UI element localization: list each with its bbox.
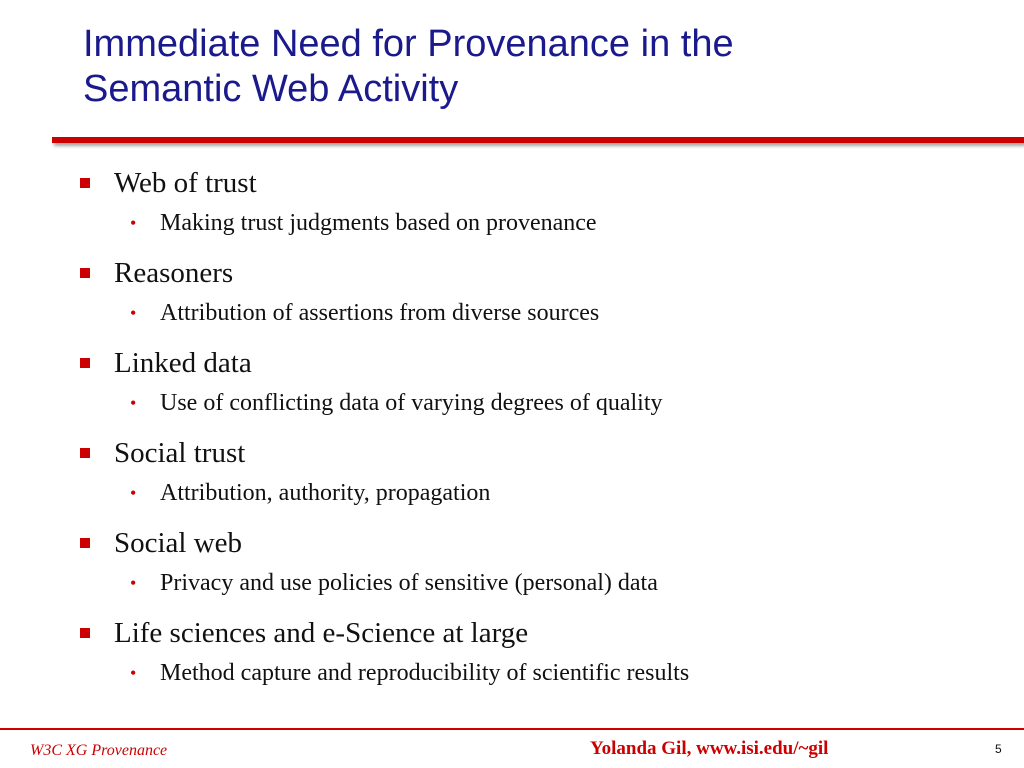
dot-bullet-icon: •	[130, 303, 137, 323]
bullet-heading: Social web	[114, 527, 243, 559]
square-bullet-icon	[80, 628, 90, 638]
bullet-subtext: Making trust judgments based on provenance	[160, 210, 597, 236]
list-item	[0, 343, 1024, 433]
list-item	[0, 253, 1024, 343]
dot-bullet-icon: •	[130, 663, 137, 683]
square-bullet-icon	[80, 268, 90, 278]
footer-divider	[0, 728, 1024, 730]
square-bullet-icon	[80, 448, 90, 458]
slide-title-line-2: Semantic Web Activity	[83, 68, 459, 110]
bullet-subtext: Attribution, authority, propagation	[160, 480, 491, 506]
square-bullet-icon	[80, 178, 90, 188]
title-divider	[52, 137, 1024, 143]
bullet-subtext: Method capture and reproducibility of scientific results	[160, 660, 690, 686]
square-bullet-icon	[80, 358, 90, 368]
footer-author: Yolanda Gil, www.isi.edu/~gil	[590, 738, 829, 759]
bullet-subtext: Attribution of assertions from diverse sources	[160, 300, 600, 326]
bullet-list	[0, 163, 1024, 703]
square-bullet-icon	[80, 538, 90, 548]
bullet-heading: Linked data	[114, 347, 252, 379]
slide-title	[83, 22, 983, 112]
bullet-subtext: Privacy and use policies of sensitive (personal) data	[160, 570, 658, 596]
dot-bullet-icon: •	[130, 483, 137, 503]
bullet-heading: Reasoners	[114, 257, 234, 289]
dot-bullet-icon: •	[130, 573, 137, 593]
page-number: 5	[995, 742, 1002, 756]
bullet-heading: Web of trust	[114, 167, 257, 199]
dot-bullet-icon: •	[130, 393, 137, 413]
list-item	[0, 523, 1024, 613]
bullet-heading: Life sciences and e-Science at large	[114, 617, 529, 649]
dot-bullet-icon: •	[130, 213, 137, 233]
slide-title-line-1: Immediate Need for Provenance in the	[83, 23, 734, 65]
footer-left-text: W3C XG Provenance	[30, 742, 168, 759]
list-item	[0, 433, 1024, 523]
bullet-subtext: Use of conflicting data of varying degrees of quality	[160, 390, 663, 416]
bullet-heading: Social trust	[114, 437, 246, 469]
list-item	[0, 613, 1024, 703]
list-item	[0, 163, 1024, 253]
